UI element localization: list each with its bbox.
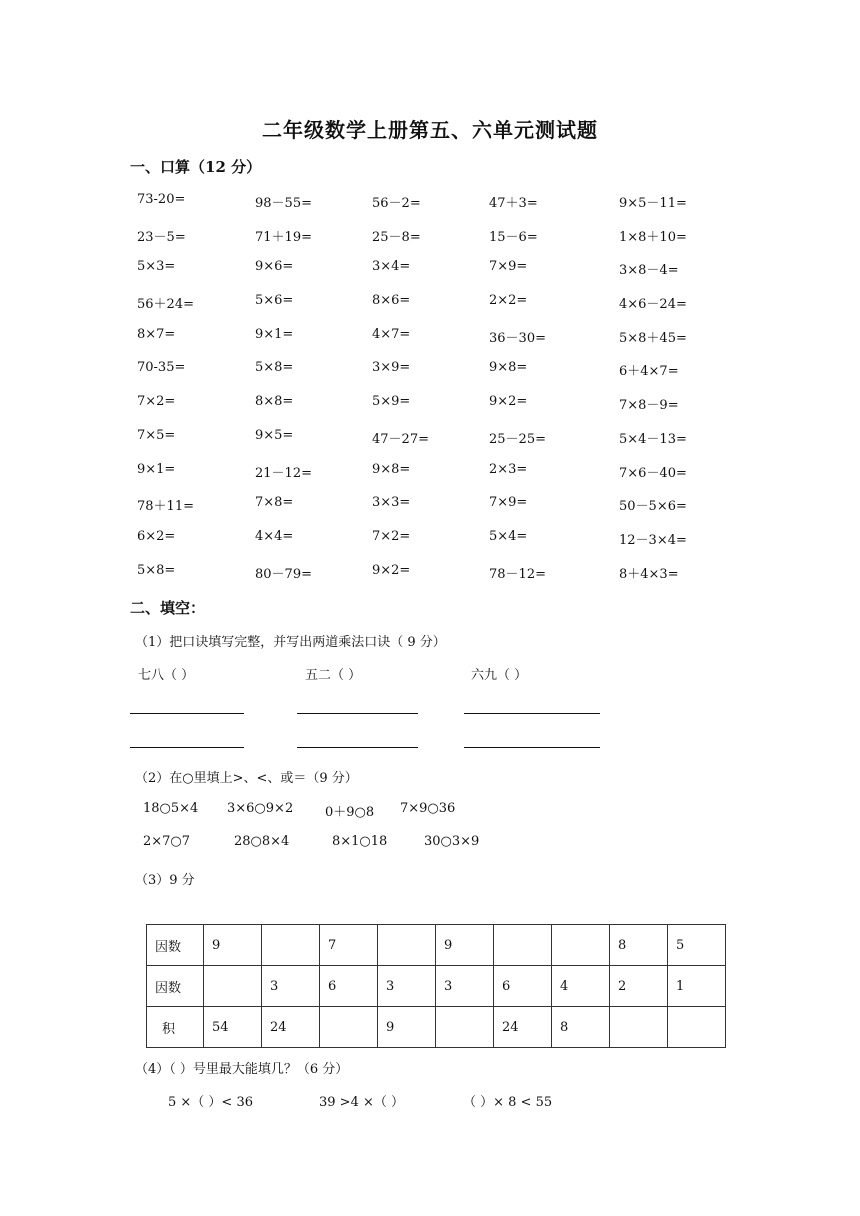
calc-item: 15－6= xyxy=(489,229,538,245)
calc-item: 8＋4×3= xyxy=(619,566,679,582)
table-row xyxy=(147,1007,726,1048)
calc-item: 5×8＋45= xyxy=(619,330,687,346)
calc-item: 80－79= xyxy=(255,566,312,582)
table-cell: 54 xyxy=(204,1007,262,1048)
comparison-item: 3×6○9×2 xyxy=(227,801,294,816)
calc-item: 5×8= xyxy=(255,360,294,376)
table-row xyxy=(147,966,726,1007)
calc-item: 5×6= xyxy=(255,293,294,309)
calc-item: 9×6= xyxy=(255,259,294,275)
calc-item: 7×2= xyxy=(137,394,176,410)
calc-item: 5×4－13= xyxy=(619,431,687,447)
table-cell: 8 xyxy=(552,1007,610,1048)
table-cell: 9 xyxy=(204,925,262,966)
table-cell: 7 xyxy=(320,925,378,966)
page-title: 二年级数学上册第五、六单元测试题 xyxy=(262,118,598,142)
calc-item: 98－55= xyxy=(255,196,312,211)
answer-line[interactable] xyxy=(297,713,418,714)
table-cell: 3 xyxy=(378,966,436,1007)
table-cell: 2 xyxy=(610,966,668,1007)
calc-item: 78－12= xyxy=(489,566,546,582)
calc-item: 5×8= xyxy=(137,562,176,578)
calc-item: 9×1= xyxy=(255,326,294,342)
q4-label: （4）（ ）号里最大能填几？（6 分） xyxy=(135,1062,349,1077)
table-cell[interactable] xyxy=(494,925,552,966)
calc-item: 12－3×4= xyxy=(619,532,687,548)
calc-item: 9×8= xyxy=(489,360,528,376)
row-header-cell: 因数 xyxy=(147,925,204,966)
answer-line[interactable] xyxy=(130,747,244,748)
calc-item: 7×8－9= xyxy=(619,398,679,414)
comparison-item: 2×7○7 xyxy=(143,834,191,849)
calc-item: 21－12= xyxy=(255,465,312,481)
inequality-item: 39 >4 ×（ ） xyxy=(319,1095,404,1110)
calc-item: 9×1= xyxy=(137,461,176,477)
calc-item: 8×6= xyxy=(372,293,411,309)
comparison-item: 7×9○36 xyxy=(400,801,456,816)
calc-item: 8×7= xyxy=(137,326,176,342)
table-cell: 9 xyxy=(436,925,494,966)
multiplication-rhyme-3: 六九（ ） xyxy=(471,668,528,683)
calc-item: 4×4= xyxy=(255,528,294,544)
calc-item: 3×8－4= xyxy=(619,263,679,279)
calc-item: 2×3= xyxy=(489,461,528,477)
table-cell[interactable] xyxy=(610,1007,668,1048)
calc-item: 25－25= xyxy=(489,431,546,447)
calc-item: 6×2= xyxy=(137,528,176,544)
multiplication-rhyme-2: 五二（ ） xyxy=(305,668,362,683)
calc-item: 9×2= xyxy=(489,394,528,410)
row-header-cell: 因数 xyxy=(147,966,204,1007)
calc-item: 56－2= xyxy=(372,196,421,211)
calc-item: 3×4= xyxy=(372,259,411,275)
calc-item: 47＋3= xyxy=(489,196,538,211)
q1-label: （1）把口诀填写完整，并写出两道乘法口诀（ 9 分） xyxy=(135,635,446,650)
calc-item: 7×9= xyxy=(489,259,528,275)
calc-item: 7×9= xyxy=(489,495,528,511)
calc-item: 36－30= xyxy=(489,330,546,346)
calc-item: 3×9= xyxy=(372,360,411,376)
calc-item: 4×7= xyxy=(372,326,411,342)
calc-item: 9×2= xyxy=(372,562,411,578)
calc-item: 9×5－11= xyxy=(619,196,687,211)
calc-item: 78＋11= xyxy=(137,499,194,515)
calc-item: 23－5= xyxy=(137,229,186,245)
table-cell[interactable] xyxy=(320,1007,378,1048)
table-cell: 4 xyxy=(552,966,610,1007)
table-cell[interactable] xyxy=(552,925,610,966)
calc-item: 1×8＋10= xyxy=(619,229,687,245)
table-cell: 3 xyxy=(262,966,320,1007)
calc-item: 73-20= xyxy=(137,192,186,207)
calc-item: 7×6－40= xyxy=(619,465,687,481)
multiplication-rhyme-1: 七八（ ） xyxy=(138,668,195,683)
table-cell: 3 xyxy=(436,966,494,1007)
calc-item: 9×8= xyxy=(372,461,411,477)
calc-item: 47－27= xyxy=(372,431,429,447)
q3-label: （3）9 分 xyxy=(135,873,195,888)
comparison-item: 30○3×9 xyxy=(424,834,480,849)
calc-item: 6＋4×7= xyxy=(619,364,679,380)
comparison-item: 28○8×4 xyxy=(234,834,290,849)
calc-item: 50－5×6= xyxy=(619,499,687,515)
table-cell: 6 xyxy=(494,966,552,1007)
calc-item: 70-35= xyxy=(137,360,186,376)
comparison-item: 8×1○18 xyxy=(332,834,388,849)
answer-line[interactable] xyxy=(297,747,418,748)
table-cell: 5 xyxy=(668,925,726,966)
table-cell[interactable] xyxy=(262,925,320,966)
section-1-heading: 一、口算（12 分） xyxy=(130,158,262,176)
table-cell: 24 xyxy=(262,1007,320,1048)
answer-line[interactable] xyxy=(464,713,600,714)
calc-item: 9×5= xyxy=(255,427,294,443)
calc-item: 71＋19= xyxy=(255,229,312,245)
table-cell[interactable] xyxy=(378,925,436,966)
table-row xyxy=(147,925,726,966)
table-cell[interactable] xyxy=(668,1007,726,1048)
calc-item: 8×8= xyxy=(255,394,294,410)
calc-item: 25－8= xyxy=(372,229,421,245)
calc-item: 4×6－24= xyxy=(619,297,687,313)
comparison-item: 0＋9○8 xyxy=(325,805,375,820)
calc-item: 2×2= xyxy=(489,293,528,309)
section-2-heading: 二、填空： xyxy=(130,599,206,617)
calc-item: 3×3= xyxy=(372,495,411,511)
answer-line[interactable] xyxy=(130,713,244,714)
inequality-item: 5 ×（ ）< 36 xyxy=(168,1095,253,1110)
table-cell[interactable] xyxy=(436,1007,494,1048)
q2-label: （2）在○里填上>、<、或＝（9 分） xyxy=(135,771,358,786)
factor-product-table xyxy=(146,924,726,1048)
table-cell: 9 xyxy=(378,1007,436,1048)
row-header-cell: 积 xyxy=(147,1007,204,1048)
table-cell: 1 xyxy=(668,966,726,1007)
calc-item: 7×8= xyxy=(255,495,294,511)
calc-item: 5×4= xyxy=(489,528,528,544)
comparison-item: 18○5×4 xyxy=(143,801,199,816)
answer-line[interactable] xyxy=(464,747,600,748)
calc-item: 5×9= xyxy=(372,394,411,410)
calc-item: 7×2= xyxy=(372,528,411,544)
table-cell: 24 xyxy=(494,1007,552,1048)
table-cell: 8 xyxy=(610,925,668,966)
calc-item: 56＋24= xyxy=(137,297,194,313)
table-cell: 6 xyxy=(320,966,378,1007)
table-cell[interactable] xyxy=(204,966,262,1007)
calc-item: 5×3= xyxy=(137,259,176,275)
inequality-item: （ ）× 8 < 55 xyxy=(463,1095,553,1110)
calc-item: 7×5= xyxy=(137,427,176,443)
